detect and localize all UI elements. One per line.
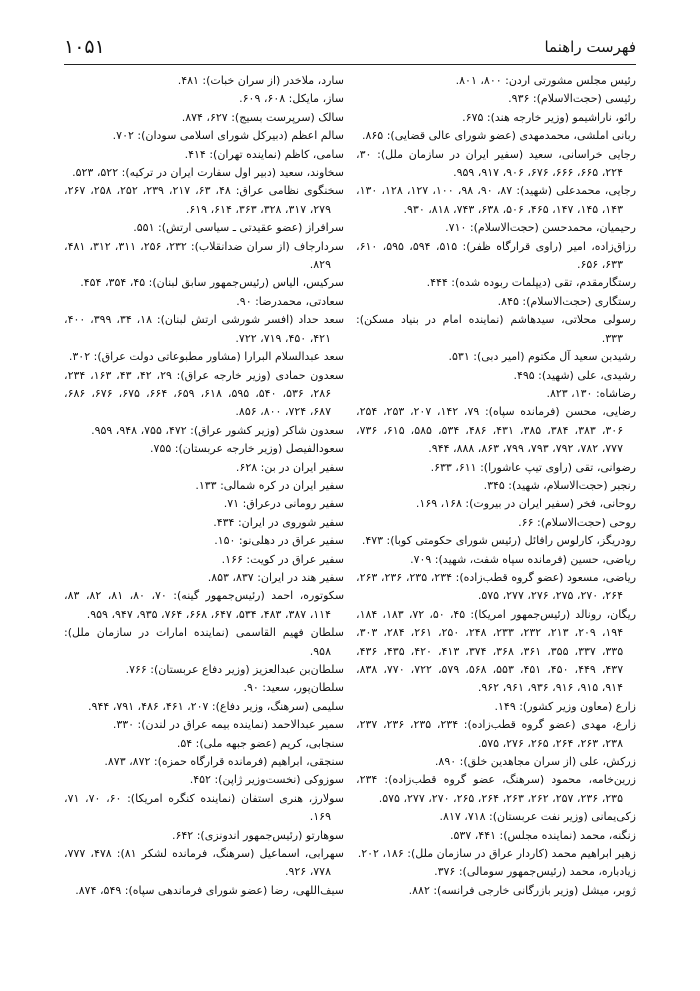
index-entry: رودریگز، کارلوس رافائل (رئیس شورای حکومتی کوبا): ۴۷۳.: [361, 534, 636, 548]
index-entry: سیف‌اللهی، رضا (عضو شورای فرماندهی سپاه): ۵۴۹، ۸۷۴.: [75, 883, 344, 897]
index-entry: سوهارتو (رئیس‌جمهور اندونزی): ۶۴۲.: [171, 828, 344, 842]
index-entry: سفیر ایران در کره شمالی: ۱۳۳.: [195, 478, 344, 492]
index-entry: زهیر ابراهیم محمد (کاردار عراق در سازمان ملل): ۱۸۶، ۲۰۲.: [357, 847, 636, 861]
index-entry: رجایی، محمدعلی (شهید): ۸۷، ۹۰، ۹۸، ۱۰۰، ۱۲۷، ۱۲۸، ۱۳۰، ۱۴۳، ۱۴۵، ۱۴۷، ۴۶۵، ۵۰۶، ۶۳۸، ۷۴۳، ۸۱۸، ۹۳۰.: [356, 184, 637, 216]
index-entry: سرافراز (عضو عقیدتی ـ سیاسی ارتش): ۵۵۱.: [133, 221, 344, 235]
index-entry: سفیر هند در ایران: ۸۳۷، ۸۵۳.: [207, 570, 344, 584]
index-entry: رجایی خراسانی، سعید (سفیر ایران در سازمان ملل): ۳۰، ۲۲۴، ۶۶۵، ۶۶۶، ۶۷۶، ۹۰۶، ۹۱۷، ۹۵۹.: [356, 147, 636, 180]
index-entry: سفیر رومانی درعراق: ۷۱.: [223, 497, 344, 511]
index-entry: رضوانی، تقی (راوی تیپ عاشورا): ۶۱۱، ۶۳۳.: [430, 460, 636, 474]
index-entry: ساز، مایکل: ۶۰۸، ۶۰۹.: [239, 92, 344, 106]
index-entry: سمیر عبدالاحمد (نماینده بیمه عراق در لندن): ۳۳۰.: [112, 718, 344, 732]
index-entry: ریگان، رونالد (رئیس‌جمهور امریکا): ۴۵، ۵۰، ۷۲، ۱۸۳، ۱۸۴، ۱۹۴، ۲۰۹، ۲۱۳، ۲۳۲، ۲۳۳، ۲۴۸، ۲۵۰، ۲۶۱، ۲۸۴، ۳۰۳، ۳۳۵، ۳۳۷، ۳۵۵، ۳۶۱، ۳۶۸، ۳۷۴، ۴۱۳، ۴۲۰، ۴۳۵، ۴۳۶، ۴۳۷، ۴۴۹، ۴۵۰، ۴۵۱، ۵۵۳، ۵۶۸، ۵۷۹، ۷۲۲، ۷۷۰، ۸۳۸، ۹۱۴، ۹۱۵، ۹۱۶، ۹۳۶، ۹۶۱، ۹۶۲.: [356, 607, 637, 695]
index-entry: رضایی، محسن (فرمانده سپاه): ۷۹، ۱۴۲، ۲۰۷، ۲۵۳، ۲۵۴، ۳۰۶، ۳۸۳، ۳۸۴، ۳۸۵، ۴۳۱، ۴۸۶، ۵۳۴، ۵۸۵، ۶۱۵، ۷۳۶، ۷۷۷، ۷۸۲، ۷۹۲، ۷۹۳، ۷۹۹، ۸۶۳، ۸۸۸، ۹۴۴.: [356, 405, 637, 456]
index-entry: ریاضی، حسین (فرمانده سپاه شفت، شهید): ۷۰۹.: [410, 552, 636, 566]
index-entry: سعادتی، محمدرضا: ۹۰.: [236, 294, 344, 308]
index-entry: رحیمیان، محمدحسن (حجت‌الاسلام): ۷۱۰.: [445, 221, 636, 235]
index-entry: سرکیس، الیاس (رئیس‌جمهور سابق لبنان): ۴۵، ۳۵۴، ۴۵۴.: [80, 276, 344, 290]
index-entry: زیادباره، محمد (رئیس‌جمهور سومالی): ۳۷۶.: [434, 865, 636, 879]
index-entry: رنجبر (حجت‌الاسلام، شهید): ۳۴۵.: [483, 478, 636, 492]
index-entry: رئیس مجلس مشورتی اردن: ۸۰۰، ۸۰۱.: [455, 74, 636, 87]
index-body: [64, 72, 636, 967]
index-entry: سفیر عراق در دهلی‌نو: ۱۵۰.: [214, 534, 344, 548]
index-entry: سوزوکی (نخست‌وزیر ژاپن): ۴۵۲.: [189, 773, 344, 787]
index-entry: رشیدی، علی (شهید): ۴۹۵.: [513, 368, 636, 382]
index-entry: ربانی املشی، محمدمهدی (عضو شورای عالی قضایی): ۸۶۵.: [361, 129, 636, 143]
index-entry: رسولی محلاتی، سیدهاشم (نماینده امام در بنیاد مسکن): ۳۳۳.: [356, 313, 636, 345]
index-entry: زرین‌خامه، محمود (سرهنگ، عضو گروه قطب‌زاده): ۲۳۴، ۲۳۵، ۲۳۶، ۲۵۷، ۲۶۲، ۲۶۳، ۲۶۴، ۲۶۵، ۲۷۰، ۲۷۷، ۵۷۵.: [356, 773, 636, 805]
index-entry: سعد عبدالسلام البرارا (مشاور مطبوعاتی دولت عراق): ۳۰۲.: [68, 350, 344, 364]
index-entry: سارد، ملاخدر (از سران خبات): ۴۸۱.: [177, 74, 344, 87]
index-entry: سولارز، هنری استفان (نماینده کنگره امریکا): ۶۰، ۷۰، ۷۱، ۱۶۹.: [64, 791, 345, 824]
index-entry: سلطان فهیم القاسمی (نماینده امارات در سازمان ملل): ۹۵۸.: [64, 626, 344, 658]
index-entry: سالم اعظم (دبیرکل شورای اسلامی سودان): ۷۰۲.: [112, 129, 344, 143]
index-entry: رائو، ناراشیمو (وزیر خارجه هند): ۶۷۵.: [462, 110, 636, 124]
index-entry: رشیدبن سعید آل مکتوم (امیر دبی): ۵۳۱.: [448, 350, 636, 364]
index-entry: زارع (معاون وزیر کشور): ۱۴۹.: [494, 699, 636, 713]
index-entry: سلطان‌بن عبدالعزیز (وزیر دفاع عربستان): ۷۶۶.: [125, 663, 344, 676]
index-entry: روحانی، فخر (سفیر ایران در بیروت): ۱۶۸، ۱۶۹.: [415, 497, 636, 511]
index-entry: سفیر ایران در بن: ۶۲۸.: [235, 460, 344, 474]
index-entry: سلطان‌پور، سعید: ۹۰.: [243, 681, 344, 695]
page-number: ۱۰۵۱: [64, 36, 105, 58]
index-entry: سکوتوره، احمد (رئیس‌جمهور گینه): ۷۰، ۸۰، ۸۱، ۸۲، ۸۳، ۱۱۴، ۳۸۷، ۴۸۳، ۵۳۴، ۶۴۷، ۶۶۸، ۷۶۴، ۹۳۵، ۹۴۷، ۹۵۹.: [64, 589, 345, 621]
index-entry: سهرابی، اسماعیل (سرهنگ، فرمانده لشکر ۸۱): ۴۷۸، ۷۷۷، ۷۷۸، ۹۲۶.: [64, 847, 344, 879]
index-entry: روحی (حجت‌الاسلام): ۶۶.: [518, 515, 636, 529]
index-entry: سنجقی، ابراهیم (فرمانده قرارگاه حمزه): ۸۷۲، ۸۷۳.: [104, 755, 344, 769]
index-entry: زنگنه، محمد (نماینده مجلس): ۴۴۱، ۵۳۷.: [450, 828, 636, 842]
index-entry: رئیسی (حجت‌الاسلام): ۹۳۶.: [508, 92, 636, 106]
index-entry: سالک (سرپرست بسیج): ۶۲۷، ۸۷۴.: [181, 110, 344, 124]
index-entry: رستگاری (حجت‌الاسلام): ۸۴۵.: [497, 294, 636, 308]
index-entry: زرکش، علی (از سران مجاهدین خلق): ۸۹۰.: [434, 755, 636, 769]
index-entry: سنجابی، کریم (عضو جبهه ملی): ۵۴.: [176, 736, 344, 750]
index-column-left: [64, 72, 344, 900]
running-title: فهرست راهنما: [544, 38, 636, 56]
index-entry: رضاشاه: ۱۳۰، ۸۲۳.: [546, 386, 636, 400]
index-entry: سعودالفیصل (وزیر خارجه عربستان): ۷۵۵.: [150, 442, 344, 456]
page-header: [64, 36, 636, 65]
index-entry: زارع، مهدی (عضو گروه قطب‌زاده): ۲۳۴، ۲۳۵، ۲۳۶، ۲۳۷، ۲۳۸، ۲۶۳، ۲۶۴، ۲۶۵، ۲۷۶، ۵۷۵.: [356, 718, 637, 750]
index-entry: سلیمی (سرهنگ، وزیر دفاع): ۲۰۷، ۴۶۱، ۴۸۶، ۷۹۱، ۹۴۴.: [88, 699, 344, 713]
index-column-right: [356, 72, 636, 900]
index-entry: سفیر عراق در کویت: ۱۶۶.: [221, 552, 344, 566]
index-entry: سردارجاف (از سران ضدانقلاب): ۲۳۲، ۲۵۶، ۳۱۱، ۳۱۲، ۴۸۱، ۸۲۹.: [64, 239, 345, 272]
index-entry: رزاق‌زاده، امیر (راوی قرارگاه ظفر): ۵۱۵، ۵۹۴، ۵۹۵، ۶۱۰، ۶۳۳، ۶۵۶.: [356, 239, 637, 272]
index-entry: رستگارمقدم، تقی (دیپلمات ربوده شده): ۴۴۴.: [426, 276, 636, 290]
index-entry: سخنگوی نظامی عراق: ۴۸، ۶۳، ۲۱۷، ۲۳۹، ۲۵۲، ۲۵۸، ۲۶۷، ۲۷۹، ۳۱۷، ۳۲۸، ۳۶۳، ۶۱۴، ۶۱۹.: [64, 184, 345, 216]
index-entry: سعدون حمادی (وزیر خارجه عراق): ۲۹، ۴۲، ۴۳، ۱۶۳، ۲۳۴، ۲۸۶، ۵۳۶، ۵۴۰، ۵۹۵، ۶۱۸، ۶۵۹، ۶۶۴، ۶۷۵، ۶۷۶، ۶۸۶، ۶۸۷، ۷۲۴، ۸۰۰، ۸۵۶.: [64, 368, 344, 419]
index-entry: سامی، کاظم (نماینده تهران): ۴۱۴.: [184, 147, 344, 161]
index-entry: ژوبر، میشل (وزیر بازرگانی خارجی فرانسه): ۸۸۲.: [408, 883, 636, 897]
index-entry: زکی‌یمانی (وزیر نفت عربستان): ۷۱۸، ۸۱۷.: [439, 810, 636, 824]
index-entry: سفیر شوروی در ایران: ۴۳۴.: [213, 515, 344, 529]
index-entry: ریاضی، مسعود (عضو گروه قطب‌زاده): ۲۳۴، ۲۳۵، ۲۳۶، ۲۶۳، ۲۶۴، ۲۷۰، ۲۷۵، ۲۷۶، ۲۷۷، ۵۷۵.: [356, 570, 637, 603]
index-entry: سعد حداد (افسر شورشی ارتش لبنان): ۱۸، ۳۴، ۳۹۹، ۴۰۰، ۴۲۱، ۴۵۰، ۷۱۹، ۷۲۲.: [64, 313, 345, 345]
index-entry: سعدون شاکر (وزیر کشور عراق): ۴۷۲، ۷۵۵، ۹۴۸، ۹۵۹.: [91, 423, 344, 437]
index-entry: سخاوند، سعید (دبیر اول سفارت ایران در ترکیه): ۵۲۲، ۵۲۳.: [72, 166, 344, 180]
